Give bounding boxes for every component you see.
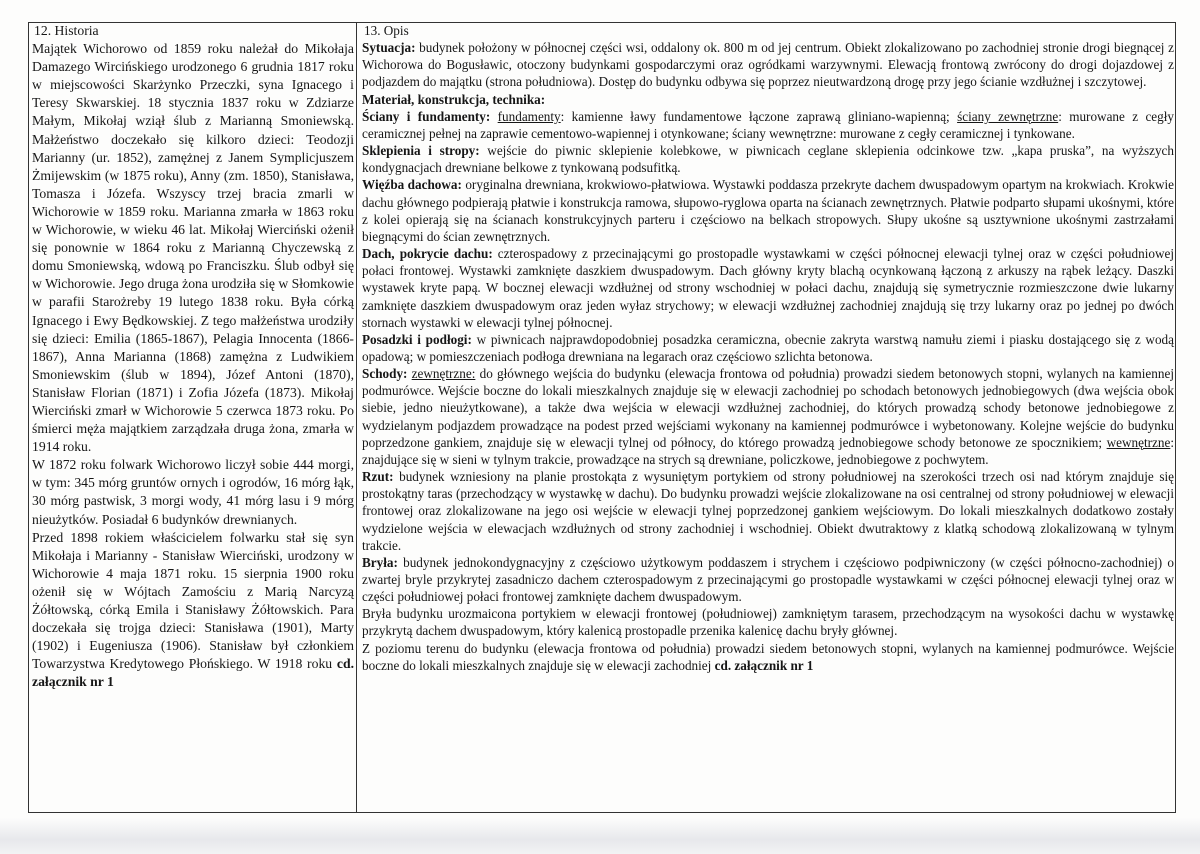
section-sklepienia: [362, 142, 1174, 176]
underlined-term: fundamenty: [497, 108, 561, 124]
underlined-term: ściany zewnętrzne: [957, 108, 1059, 124]
section-bryla: [362, 554, 1174, 605]
description-heading: 13. Opis: [364, 23, 409, 38]
section-posadzki: [362, 331, 1174, 365]
section-text: : murowane z cegły ceramicznej pełnej na zaprawie cementowo-wapiennej i otynkowane; ściany wewnętrzne: murowane z cegły ceramicznej i tynkowane.: [362, 108, 1174, 141]
section-label: Materiał, konstrukcja, technika:: [362, 91, 546, 107]
section-dach: [362, 245, 1174, 331]
frame-left-rule: [28, 22, 29, 812]
section-text: wejście do piwnic sklepienie kolebkowe, w piwnicach ceglane sklepienia odcinkowe tzw. „kapa pruska”, na wyższych kondygnacjach drewniane belkowe z tynkowaną podsufitką.: [362, 143, 1174, 176]
section-text: czterospadowy z przecinającymi go prostopadle wystawkami w części północnej elewacji tylnej oraz w części południowej połaci frontowej. Wystawki zamknięte daszkiem dwuspadowym. Dach główny kryty blachą ocynkowaną łączoną z arkuszy na rąbek leżący. Daszki wystawek kryte papą. W bocznej elewacji wzdłużnej od strony wschodniej w połaci dachu, znajdują się symetrycznie rozmieszczone dwie lukarny zamknięte daszkiem dwuspadowym oraz jeden wyłaz strychowy; w elewacji wzdłużnej zachodniej znajdują się trzy lukarny oraz po jednej po dwóch stornach wystawki w elewacji tylnej północnej.: [362, 246, 1174, 330]
section-label: Dach, pokrycie dachu:: [362, 246, 493, 262]
section-text: budynek jednokondygnacyjny z częściowo użytkowym poddaszem i strychem i częściowo podpiwniczony (w części północno-zachodniej) o zwartej bryle przykrytej zasadniczo dachem czterospadowym z przecinającymi go prostopadle wystawkami w części północnej elewacji tylnej oraz w części południowej połaci frontowej zamknięte dachem dwuspadowym.: [362, 554, 1174, 605]
document-page: [28, 22, 1176, 812]
history-paragraph-3: [32, 529, 354, 692]
history-continuation-note: cd. załącznik nr 1: [32, 656, 354, 690]
frame-bottom-rule: [28, 812, 1176, 813]
section-label: Rzut:: [362, 469, 394, 485]
section-text: w piwnicach najprawdopodobniej posadzka ceramiczna, obecnie zakryta warstwą namułu ziemi i piasku dostającego się z wodą opadową; w pomieszczeniach podłoga drewniana na legarach oraz częściowo szlichta betonowa.: [362, 331, 1174, 364]
section-wiezba: [362, 176, 1174, 245]
section-bryla-cont-1: [362, 605, 1174, 639]
underlined-term: zewnętrzne:: [411, 366, 476, 382]
section-label: Ściany i fundamenty:: [362, 108, 491, 124]
section-text: Z poziomu terenu do budynku (elewacja frontowa od południa) prowadzi siedem betonowych stopni, wylanych na kamiennej podmurówce. Wejście boczne do lokali mieszkalnych znajduje się w elewacji zachodniej: [362, 640, 1174, 673]
column-divider: [356, 22, 357, 812]
section-rzut: [362, 468, 1174, 554]
section-text: budynek wzniesiony na planie prostokąta z wysuniętym portykiem od strony południowej na szerokości trzech osi nad którym znajduje się prostokątny taras (przechodzący w wystawkę w dachu). Do budynku prowadzi wejście zlokalizowane na osi centralnej od strony południowej w elewacji frontowej oraz zlokalizowane na jego osi wejście w elewacji tylnej poprzedzonej gankiem wejściowym. Do lokali mieszkalnych dodatkowo zostały wydzielone wejścia w elewacjach wzdłużnych od strony zachodniej i wschodniej. Obiekt dwutraktowy z klatką schodową zlokalizowaną w tylnym trakcie.: [362, 469, 1174, 553]
history-column: [32, 22, 354, 812]
section-label: Więźba dachowa:: [362, 177, 462, 193]
section-text: : znajdujące się w sieni w tylnym trakcie, prowadzące na strych są drewniane, policzkowe, jednobiegowe z pochwytem.: [362, 434, 1174, 467]
section-label: Bryła:: [362, 554, 398, 570]
history-paragraph-2: W 1872 roku folwark Wichorowo liczył sobie 444 morgi, w tym: 345 mórg gruntów ornych i ogrodów, 16 mórg łąk, 30 mórg pastwisk, 3 morgi wody, 41 mórg lasu i 9 mórg nieużytków. Posiadał 6 budynków drewnianych.: [32, 457, 354, 527]
section-text: Bryła budynku urozmaicona portykiem w elewacji frontowej (południowej) zamkniętym tarasem, przechodzącym na wysokości dachu w wystawkę przykrytą dachem dwuspadowym, który kalenicą prostopadle przenika kalenicę dachu bryły głównej.: [362, 606, 1174, 639]
history-paragraph-1: Majątek Wichorowo od 1859 roku należał do Mikołaja Damazego Wircińskiego urodzonego 6 grudnia 1817 roku w miejscowości Skarżynko Przeczki, syna Ignacego i Teresy Skwarskiej. 18 stycznia 1837 roku w Zdziarze Małym, Mikołaj wziął ślub z Marianną Smoniewską. Małżeństwo doczekało się kilkoro dzieci: Teodozji Marianny (ur. 1852), zamężnej z Janem Symplicjuszem Żmijewskim (w 1875 roku), Anny (zm. 1850), Stanisława, Tomasza i Józefa. Wszyscy trzej bracia zmarli w Wichorowie w 1859 roku. Marianna zmarła w 1863 roku w Wichorowie, w wieku 46 lat. Mikołaj Wierciński ożenił się ponownie w 1864 roku z Marianną Chyczewską z domu Smoniewską, wdową po Franciszku. Ślub odbył się w Wichorowie. Jego druga żona urodziła się w Słomkowie w parafii Starożreby 19 lutego 1838 roku. Była córką Ignacego i Ewy Będkowskiej. Z tego małżeństwa urodziły się dzieci: Emilia (1865-1867), Pelagia Innocenta (1866-1867), Anna Marianna (1868) zamężna z Ludwikiem Smoniewskim (ślub w 1894), Józef Antoni (1870), Stanisław Florian (1871) i Zofia Józefa (1873). Mikołaj Wierciński zmarł w Wichorowie 5 czerwca 1873 roku. Po śmierci męża majątkiem zarządzała druga żona, zmarła w 1914 roku.: [32, 41, 354, 455]
section-text: oryginalna drewniana, krokwiowo-płatwiowa. Wystawki poddasza przekryte dachem dwuspadowym opartym na krokwiach. Krokwie dachu głównego podpierają płatwie i konstrukcja ramowa, słupowo-ryglowa oparta na ścianach zewnętrznych. Płatwie podparto słupami ukośnymi, które z kolei opierają się na ścianach konstrukcyjnych parteru i częściowo na belkach stropowych. Słupy ukośne są usztywnione ukośnymi zastrzałami biegnącymi do ścian zewnętrznych.: [362, 177, 1175, 244]
frame-right-rule: [1175, 22, 1176, 812]
section-text: budynek położony w północnej części wsi, oddalony ok. 800 m od jej centrum. Obiekt zlokalizowano po zachodniej stronie drogi biegnącej z Wichorowa do Bogusławic, otoczony budynkami gospodarczymi oraz ogródkami warzywnymi. Elewacją frontową zwrócony do drogi dojazdowej z podjazdem do majątku (strona południowa). Dostęp do budynku odbywa się poprzez nieutwardzoną drogę przy jego ścianie wzdłużnej i szczytowej.: [362, 40, 1174, 90]
section-text: do głównego wejścia do budynku (elewacja frontowa od południa) prowadzi siedem betonowych stopni, wylanych na kamiennej podmurówce. Wejście boczne do lokali mieszkalnych znajduje się w elewacji zachodniej po schodach betonowych jednobiegowych (dwa wejścia obok siebie, jedno nieużytkowane), a także dwa wejścia w elewacji wzdłużnej zachodniej, do których prowadzą schody betonowe jednobiegowe z wydzielanym podjazdem prowadzące na podest przed wejściami wykonany na kamiennej podmurówce i wybetonowany. Kolejne wejście do budynku poprzedzone gankiem, znajduje się w elewacji tylnej od północy, do którego prowadzą jednobiegowe schody betonowe ze spocznikiem;: [362, 366, 1174, 450]
section-sytuacja: [362, 39, 1174, 90]
section-sciany: [362, 108, 1174, 142]
history-paragraph-3-text: Przed 1898 rokiem właścicielem folwarku stał się syn Mikołaja i Marianny - Stanisław Wierciński, urodzony w Wichorowie 4 maja 1871 roku. 15 sierpnia 1900 roku ożenił się w Wójtach Zamościu z Marią Narcyzą Żółtowską, córką Emila i Stanisławy Żółtowskich. Para doczekała się trojga dzieci: Stanisława (1901), Marty (1902) i Eugeniusza (1906). Stanisław był członkiem Towarzystwa Kredytowego Płońskiego. W 1918 roku: [32, 529, 354, 672]
underlined-term: wewnętrzne: [1106, 434, 1171, 450]
section-schody: [362, 365, 1174, 468]
section-label: Schody:: [362, 366, 408, 382]
description-column: [362, 22, 1174, 812]
description-continuation-note: cd. załącznik nr 1: [714, 657, 814, 673]
section-label: Sklepienia i stropy:: [362, 143, 480, 159]
section-label: Posadzki i podłogi:: [362, 331, 472, 347]
section-material: [362, 91, 1174, 108]
section-label: Sytuacja:: [362, 40, 416, 56]
section-bryla-cont-2: [362, 640, 1174, 674]
history-heading: 12. Historia: [34, 23, 99, 38]
section-text: : kamienne ławy fundamentowe łączone zaprawą gliniano-wapienną;: [560, 108, 958, 124]
scan-edge-shadow: [0, 818, 1200, 854]
